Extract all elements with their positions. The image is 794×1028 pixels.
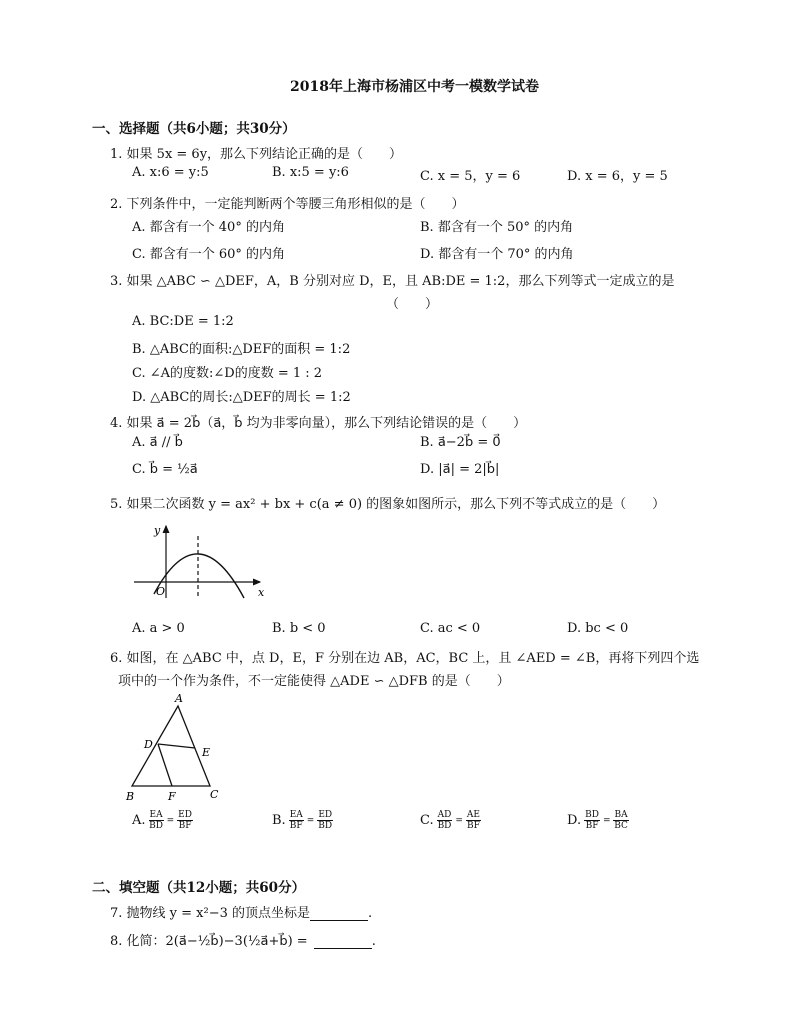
answer-blank-7[interactable] — [310, 906, 368, 921]
triangle-figure — [124, 690, 228, 806]
q6-option-c: C. $\frac{AD}{BD}$ = $\frac{AE}{BF}$ — [420, 810, 480, 831]
label-c: C — [210, 788, 219, 801]
q2-option-d: D. 都含有一个 70° 的内角 — [420, 247, 574, 262]
y-axis-label: y — [154, 524, 161, 537]
page-title: 2018年上海市杨浦区中考一模数学试卷 — [290, 79, 539, 95]
parabola-curve — [154, 554, 244, 598]
question-1-stem: 1. 如果 5x = 6y，那么下列结论正确的是（ ） — [110, 147, 403, 162]
q5-option-d: D. bc < 0 — [567, 621, 629, 636]
label-e: E — [202, 746, 211, 759]
fraction: $\frac{BA}{BC}$ — [614, 810, 628, 831]
q3-option-a: A. BC:DE = 1:2 — [132, 314, 234, 329]
fraction: $\frac{AD}{BD}$ — [437, 810, 452, 831]
x-axis-label: x — [258, 586, 265, 599]
question-7: 7. 抛物线 y = x²−3 的顶点坐标是 . — [110, 906, 373, 921]
q2-option-b: B. 都含有一个 50° 的内角 — [420, 220, 574, 235]
question-4-stem: 4. 如果 a⃗ = 2b⃗（a⃗，b⃗ 均为非零向量），那么下列结论错误的是（ ） — [110, 416, 527, 431]
q5-option-a: A. a > 0 — [132, 621, 185, 636]
q5-option-c: C. ac < 0 — [420, 621, 481, 636]
section-header-fill-in: 二、填空题（共12小题；共60分） — [92, 880, 306, 896]
fraction: $\frac{EA}{BD}$ — [149, 810, 163, 831]
segment-df — [158, 744, 172, 786]
q3-option-b: B. △ABC的面积:△DEF的面积 = 1:2 — [132, 342, 351, 357]
origin-label: O — [156, 585, 166, 598]
section-header-choice: 一、选择题（共6小题；共30分） — [92, 121, 296, 137]
label-b: B — [126, 790, 135, 803]
q6-option-b: B. $\frac{EA}{BF}$ = $\frac{ED}{BD}$ — [272, 810, 333, 831]
fraction: $\frac{ED}{BF}$ — [178, 810, 192, 831]
q5-option-b: B. b < 0 — [272, 621, 326, 636]
q2-option-a: A. 都含有一个 40° 的内角 — [132, 220, 285, 235]
fraction: $\frac{AE}{BF}$ — [466, 810, 480, 831]
q4-option-d: D. |a⃗| = 2|b⃗| — [420, 462, 500, 477]
q2-option-c: C. 都含有一个 60° 的内角 — [132, 247, 286, 262]
question-5-stem: 5. 如果二次函数 y = ax² + bx + c(a ≠ 0) 的图象如图所示，那么下列不等式成立的是（ ） — [110, 497, 666, 512]
q4-option-c: C. b⃗ = ½a⃗ — [132, 462, 198, 477]
q4-option-a: A. a⃗ // b⃗ — [132, 435, 183, 450]
question-6-stem-continued: 项中的一个作为条件，不一定能使得 △ADE ∽ △DFB 的是（ ） — [118, 674, 510, 689]
segment-de — [158, 744, 195, 748]
q1-option-d: D. x = 6，y = 5 — [567, 169, 668, 184]
question-6-stem: 6. 如图，在 △ABC 中，点 D，E，F 分别在边 AB，AC，BC 上，且 ∠AED = ∠B，再将下列四个选 — [110, 651, 700, 666]
answer-blank-8[interactable] — [314, 934, 372, 949]
parabola-figure — [128, 520, 268, 602]
q6-option-a: A. $\frac{EA}{BD}$ = $\frac{ED}{BF}$ — [132, 810, 192, 831]
question-8: 8. 化简：2(a⃗−½b⃗)−3(½a⃗+b⃗) = . — [110, 934, 376, 949]
q6-option-d: D. $\frac{BD}{BF}$ = $\frac{BA}{BC}$ — [567, 810, 628, 831]
question-3-stem: 3. 如果 △ABC ∽ △DEF，A，B 分别对应 D，E，且 AB:DE = 1:2，那么下列等式一定成立的是 — [110, 274, 675, 289]
fraction: $\frac{ED}{BD}$ — [318, 810, 333, 831]
q4-option-b: B. a⃗−2b⃗ = 0⃗ — [420, 435, 501, 450]
label-a: A — [175, 692, 183, 705]
q1-option-c: C. x = 5，y = 6 — [420, 169, 521, 184]
q1-option-b: B. x:5 = y:6 — [272, 165, 349, 180]
q1-option-a: A. x:6 = y:5 — [132, 165, 209, 180]
q3-option-d: D. △ABC的周长:△DEF的周长 = 1:2 — [132, 390, 351, 405]
fraction: $\frac{EA}{BF}$ — [289, 810, 303, 831]
label-f: F — [168, 790, 176, 803]
label-d: D — [144, 738, 153, 751]
q3-option-c: C. ∠A的度数:∠D的度数 = 1 : 2 — [132, 366, 323, 381]
fraction: $\frac{BD}{BF}$ — [585, 810, 599, 831]
question-3-stem-end: （ ） — [386, 297, 439, 312]
question-2-stem: 2. 下列条件中，一定能判断两个等腰三角形相似的是（ ） — [110, 197, 465, 212]
